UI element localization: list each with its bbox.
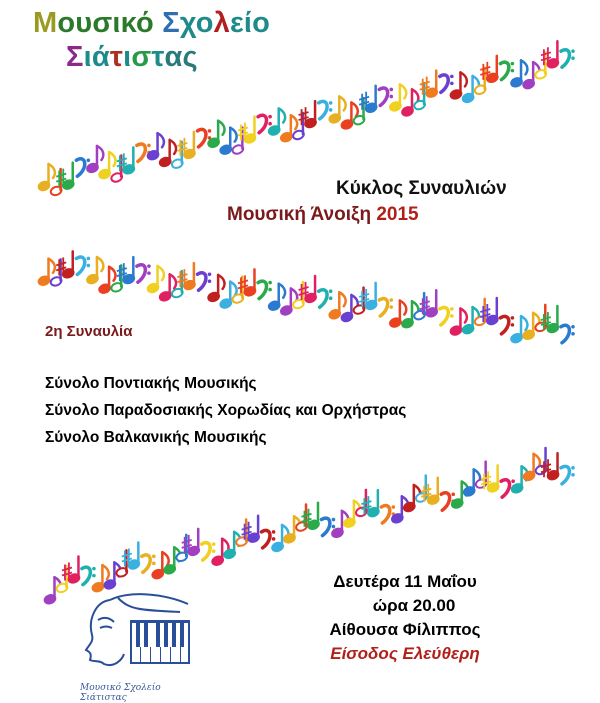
face-piano-logo-icon [70,590,210,674]
music-note-icon [56,163,75,191]
music-note-icon [159,274,176,302]
music-note-icon [481,465,500,493]
ensemble-list [45,370,406,451]
music-note-icon [182,529,201,557]
music-note-icon [480,298,499,326]
music-note-icon [258,281,272,299]
music-note-icon [319,289,333,307]
school-name-segment: λ [213,7,230,39]
event-info [300,570,510,666]
music-note-icon [440,75,454,93]
school-name-segment: είο [229,7,271,39]
music-note-icon [359,86,378,114]
music-note-icon [340,102,357,130]
concert-cycle-subtitle [227,204,419,226]
ensemble-item: Σύνολο Βαλκανικής Μουσικής [45,429,267,446]
concert-cycle-title: Κύκλος Συναυλιών [336,178,507,199]
music-note-icon [122,543,141,571]
school-name-segment: ιά [83,41,110,73]
music-note-icon [301,503,320,531]
music-note-icon [440,307,454,325]
music-note-icon [207,121,224,149]
music-note-icon [238,269,257,297]
concert-cycle-year: 2015 [376,204,419,225]
music-note-icon [420,290,439,318]
music-note-icon [198,272,212,290]
music-note-icon [142,555,156,573]
music-note-icon [76,257,90,275]
music-note-icon [352,98,365,126]
music-note-icon [231,128,244,156]
music-note-icon [299,101,318,129]
school-name-segment: τ [109,41,124,73]
music-note-icon [561,325,575,343]
music-note-icon [500,316,514,334]
music-note-icon [62,556,81,584]
music-note-icon [299,276,318,304]
music-note-icon [207,275,224,303]
school-name-segment: Σ [66,41,84,73]
music-note-icon [86,257,103,285]
event-venue: Αίθουσα Φίλιππος [329,620,481,639]
music-note-icon [379,298,393,316]
school-logo [70,590,210,703]
music-note-icon [117,257,136,285]
music-note-icon [561,49,575,67]
music-note-icon [202,542,216,560]
event-date: Δευτέρα 11 Μαΐου [333,572,477,591]
music-note-icon [137,264,151,282]
music-note-icon [171,142,184,170]
school-name-segment: Μ [33,7,58,39]
logo-caption: Μουσικό Σχολείο Σιάτιστας [80,683,161,703]
music-note-icon [177,132,196,160]
concert-cycle-subtitle-text: Μουσική Άνοιξη [227,204,377,225]
ensemble-item: Σύνολο Ποντιακής Μουσικής [45,375,257,392]
music-note-icon [359,283,378,311]
music-note-icon [415,476,428,504]
music-note-icon [480,56,499,84]
music-note-icon [177,263,196,291]
music-note-icon [561,466,575,484]
music-note-icon [56,251,75,279]
school-name-segment: τ [151,41,165,73]
music-note-icon [534,52,547,80]
music-note-icon [541,453,560,481]
music-note-icon [500,62,514,80]
school-name-segment: χο [179,7,214,39]
school-name-segment: ας [164,41,198,73]
event-entry: Είσοδος Ελεύθερη [330,644,480,663]
music-note-icon [474,68,487,96]
music-note-icon [361,490,380,518]
music-note-icon [421,478,440,506]
school-name-segment: Σ [162,7,180,39]
music-note-icon [474,299,487,327]
music-note-icon [82,567,96,585]
school-name-segment: σ [131,41,152,73]
concert-number: 2η Συναυλία [45,323,133,340]
music-note-icon [413,293,426,321]
music-note-icon [541,41,560,69]
ensemble-item: Σύνολο Παραδοσιακής Χορωδίας και Ορχήστρας [45,402,407,419]
event-time: ώρα 20.00 [372,596,456,615]
school-name-segment: ουσικό [57,7,163,39]
music-note-icon [147,266,164,294]
music-note-icon [238,116,257,144]
music-note-icon [413,83,426,111]
music-note-icon [475,462,488,490]
music-note-icon [420,71,439,99]
music-note-icon [292,282,305,310]
music-note-icon [379,88,393,106]
music-note-icon [541,306,560,334]
school-name-segment: ι [123,41,132,73]
music-note-icon [242,516,261,544]
music-note-icon [510,316,527,344]
music-note-icon [117,147,136,175]
